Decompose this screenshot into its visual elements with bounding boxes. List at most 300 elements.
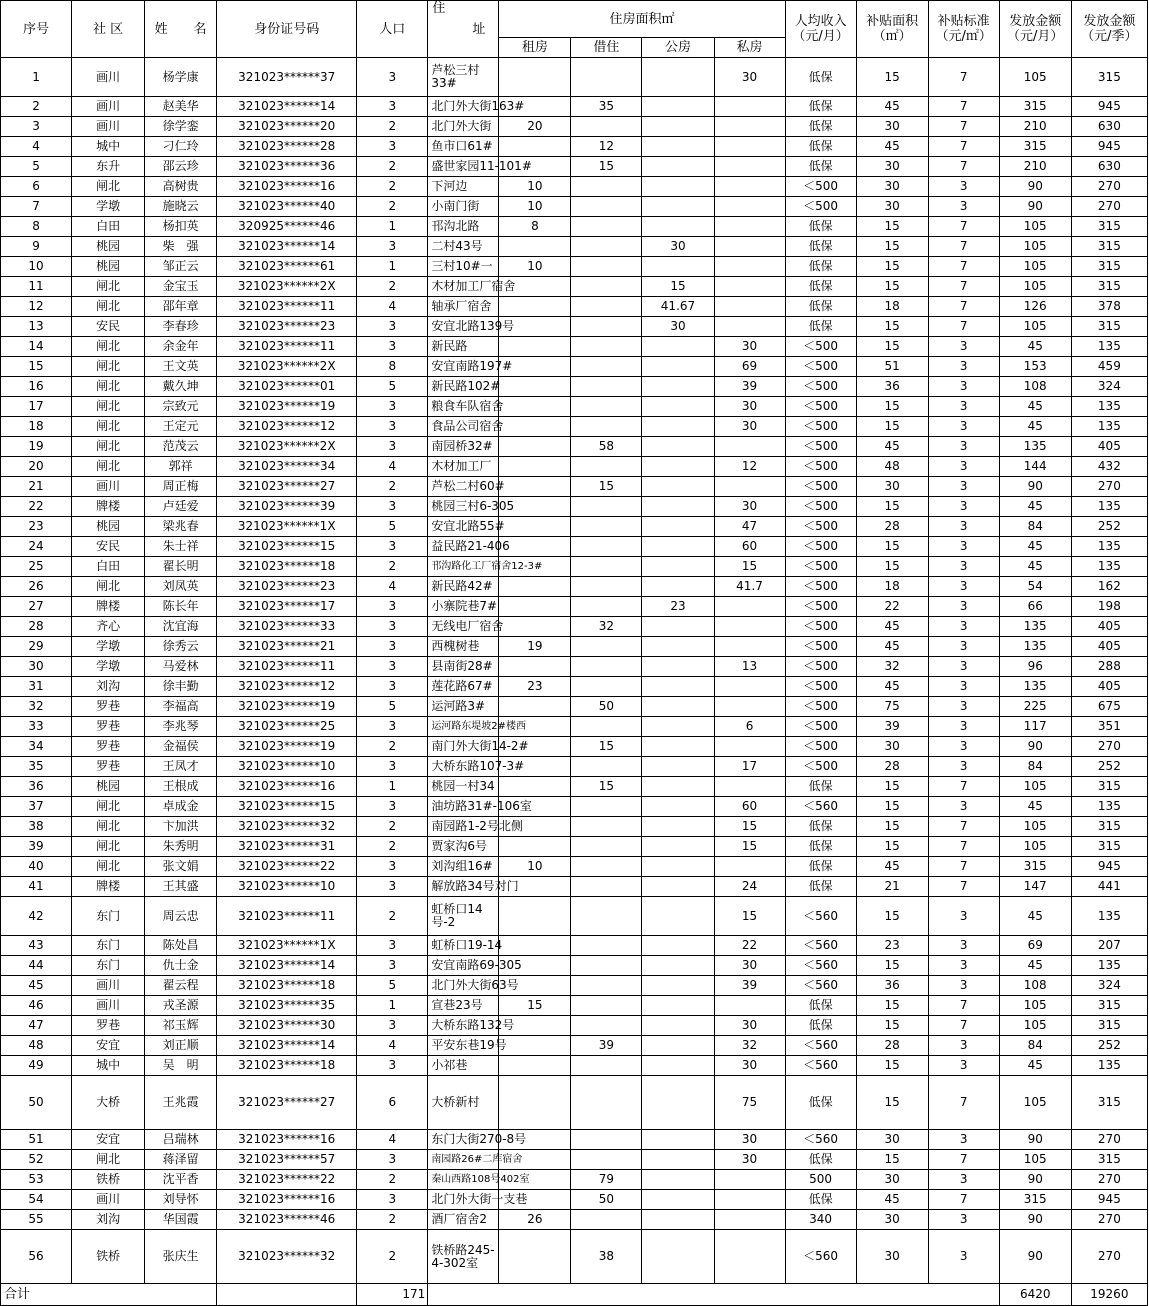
cell-income: 低保 bbox=[785, 1016, 856, 1036]
cell-population: 3 bbox=[357, 877, 428, 897]
cell-seq: 35 bbox=[1, 757, 72, 777]
cell-seq: 6 bbox=[1, 177, 72, 197]
table-row bbox=[1, 177, 1148, 197]
cell-borrow bbox=[571, 996, 642, 1016]
cell-community: 白田 bbox=[72, 217, 145, 237]
cell-amount-quarter: 378 bbox=[1071, 297, 1147, 317]
cell-seq: 51 bbox=[1, 1130, 72, 1150]
cell-address: 北门外大街一支巷 bbox=[428, 1190, 499, 1210]
cell-amount-month: 105 bbox=[999, 996, 1071, 1016]
cell-seq: 29 bbox=[1, 637, 72, 657]
cell-income: 低保 bbox=[785, 1150, 856, 1170]
cell-id-number: 321023******19 bbox=[217, 697, 357, 717]
cell-amount-month: 45 bbox=[999, 557, 1071, 577]
cell-amount-quarter: 405 bbox=[1071, 677, 1147, 697]
table-row bbox=[1, 996, 1148, 1016]
cell-amount-quarter: 315 bbox=[1071, 58, 1147, 97]
cell-amount-month: 54 bbox=[999, 577, 1071, 597]
cell-public-house bbox=[642, 337, 714, 357]
cell-name: 周云忠 bbox=[145, 897, 217, 936]
cell-amount-month: 105 bbox=[999, 257, 1071, 277]
cell-income: ＜560 bbox=[785, 897, 856, 936]
cell-public-house bbox=[642, 477, 714, 497]
cell-community: 闸北 bbox=[72, 377, 145, 397]
cell-income: ＜500 bbox=[785, 397, 856, 417]
cell-amount-month: 45 bbox=[999, 897, 1071, 936]
cell-subsidy-area: 45 bbox=[856, 617, 928, 637]
cell-amount-quarter: 135 bbox=[1071, 557, 1147, 577]
cell-income: ＜500 bbox=[785, 557, 856, 577]
cell-private-house: 69 bbox=[714, 357, 785, 377]
cell-amount-quarter: 630 bbox=[1071, 117, 1147, 137]
cell-population: 5 bbox=[357, 976, 428, 996]
cell-address: 运河路3# bbox=[428, 697, 499, 717]
cell-subsidy-area: 45 bbox=[856, 437, 928, 457]
cell-community: 白田 bbox=[72, 557, 145, 577]
cell-private-house bbox=[714, 437, 785, 457]
cell-subsidy-standard: 7 bbox=[928, 877, 999, 897]
cell-amount-month: 90 bbox=[999, 737, 1071, 757]
cell-seq: 47 bbox=[1, 1016, 72, 1036]
cell-subsidy-standard: 3 bbox=[928, 1210, 999, 1230]
cell-community: 安民 bbox=[72, 537, 145, 557]
cell-id-number: 321023******17 bbox=[217, 597, 357, 617]
cell-amount-month: 84 bbox=[999, 1036, 1071, 1056]
cell-private-house: 13 bbox=[714, 657, 785, 677]
cell-address: 新民路42# bbox=[428, 577, 499, 597]
cell-amount-quarter: 945 bbox=[1071, 1190, 1147, 1210]
cell-public-house bbox=[642, 996, 714, 1016]
cell-seq: 17 bbox=[1, 397, 72, 417]
cell-rent: 10 bbox=[499, 857, 571, 877]
cell-subsidy-area: 15 bbox=[856, 797, 928, 817]
cell-name: 周正梅 bbox=[145, 477, 217, 497]
cell-id-number: 321023******32 bbox=[217, 1230, 357, 1284]
cell-income: 低保 bbox=[785, 157, 856, 177]
cell-subsidy-area: 15 bbox=[856, 1150, 928, 1170]
cell-amount-quarter: 135 bbox=[1071, 497, 1147, 517]
cell-name: 蒋泽留 bbox=[145, 1150, 217, 1170]
cell-seq: 22 bbox=[1, 497, 72, 517]
cell-public-house bbox=[642, 117, 714, 137]
cell-private-house bbox=[714, 697, 785, 717]
cell-address: 食品公司宿舍 bbox=[428, 417, 499, 437]
cell-amount-month: 45 bbox=[999, 497, 1071, 517]
cell-income: ＜500 bbox=[785, 497, 856, 517]
cell-community: 学墩 bbox=[72, 657, 145, 677]
cell-address: 平安东巷19号 bbox=[428, 1036, 499, 1056]
cell-public-house bbox=[642, 377, 714, 397]
cell-seq: 26 bbox=[1, 577, 72, 597]
cell-amount-month: 117 bbox=[999, 717, 1071, 737]
cell-amount-month: 90 bbox=[999, 197, 1071, 217]
cell-amount-month: 108 bbox=[999, 976, 1071, 996]
cell-seq: 40 bbox=[1, 857, 72, 877]
cell-id-number: 321023******19 bbox=[217, 737, 357, 757]
cell-income: 低保 bbox=[785, 777, 856, 797]
cell-population: 3 bbox=[357, 537, 428, 557]
cell-seq: 46 bbox=[1, 996, 72, 1016]
cell-income: ＜560 bbox=[785, 936, 856, 956]
cell-subsidy-area: 15 bbox=[856, 897, 928, 936]
cell-amount-month: 105 bbox=[999, 1150, 1071, 1170]
cell-subsidy-standard: 3 bbox=[928, 417, 999, 437]
cell-name: 徐丰勤 bbox=[145, 677, 217, 697]
cell-id-number: 321023******20 bbox=[217, 117, 357, 137]
cell-population: 3 bbox=[357, 1190, 428, 1210]
cell-seq: 13 bbox=[1, 317, 72, 337]
cell-subsidy-standard: 7 bbox=[928, 117, 999, 137]
cell-subsidy-standard: 3 bbox=[928, 177, 999, 197]
cell-amount-month: 90 bbox=[999, 1170, 1071, 1190]
cell-amount-quarter: 135 bbox=[1071, 956, 1147, 976]
table-row bbox=[1, 737, 1148, 757]
cell-income: ＜500 bbox=[785, 577, 856, 597]
cell-private-house: 32 bbox=[714, 1036, 785, 1056]
cell-rent bbox=[499, 697, 571, 717]
cell-subsidy-area: 15 bbox=[856, 497, 928, 517]
cell-population: 3 bbox=[357, 797, 428, 817]
cell-seq: 1 bbox=[1, 58, 72, 97]
table-row bbox=[1, 817, 1148, 837]
cell-private-house: 47 bbox=[714, 517, 785, 537]
cell-id-number: 321023******57 bbox=[217, 1150, 357, 1170]
cell-rent bbox=[499, 377, 571, 397]
cell-subsidy-standard: 3 bbox=[928, 497, 999, 517]
cell-community: 桃园 bbox=[72, 237, 145, 257]
cell-population: 3 bbox=[357, 237, 428, 257]
cell-public-house bbox=[642, 58, 714, 97]
cell-subsidy-standard: 7 bbox=[928, 1150, 999, 1170]
cell-community: 闸北 bbox=[72, 1150, 145, 1170]
cell-seq: 16 bbox=[1, 377, 72, 397]
cell-address: 木材加工厂宿舍 bbox=[428, 277, 499, 297]
cell-community: 齐心 bbox=[72, 617, 145, 637]
cell-population: 2 bbox=[357, 157, 428, 177]
table-row bbox=[1, 577, 1148, 597]
cell-income: ＜500 bbox=[785, 677, 856, 697]
cell-subsidy-area: 36 bbox=[856, 377, 928, 397]
cell-subsidy-standard: 7 bbox=[928, 97, 999, 117]
header-borrow: 借住 bbox=[571, 38, 642, 58]
cell-amount-month: 45 bbox=[999, 956, 1071, 976]
cell-subsidy-area: 45 bbox=[856, 677, 928, 697]
cell-private-house bbox=[714, 857, 785, 877]
cell-population: 3 bbox=[357, 857, 428, 877]
cell-address: 刘沟组16# bbox=[428, 857, 499, 877]
cell-subsidy-area: 30 bbox=[856, 1130, 928, 1150]
cell-seq: 43 bbox=[1, 936, 72, 956]
cell-borrow bbox=[571, 956, 642, 976]
cell-seq: 9 bbox=[1, 237, 72, 257]
table-row bbox=[1, 137, 1148, 157]
cell-public-house bbox=[642, 697, 714, 717]
cell-community: 闸北 bbox=[72, 817, 145, 837]
cell-population: 4 bbox=[357, 1036, 428, 1056]
cell-id-number: 321023******18 bbox=[217, 976, 357, 996]
cell-private-house: 75 bbox=[714, 1076, 785, 1130]
cell-address: 盛世家园11-101# bbox=[428, 157, 499, 177]
cell-population: 6 bbox=[357, 1076, 428, 1130]
cell-rent bbox=[499, 477, 571, 497]
cell-seq: 24 bbox=[1, 537, 72, 557]
table-row bbox=[1, 237, 1148, 257]
cell-name: 刘正顺 bbox=[145, 1036, 217, 1056]
cell-private-house bbox=[714, 477, 785, 497]
cell-id-number: 321023******34 bbox=[217, 457, 357, 477]
cell-name: 赵美华 bbox=[145, 97, 217, 117]
cell-name: 高树贵 bbox=[145, 177, 217, 197]
cell-amount-month: 105 bbox=[999, 817, 1071, 837]
cell-population: 2 bbox=[357, 837, 428, 857]
cell-public-house bbox=[642, 497, 714, 517]
cell-community: 安民 bbox=[72, 317, 145, 337]
cell-public-house bbox=[642, 257, 714, 277]
cell-borrow: 50 bbox=[571, 697, 642, 717]
table-row bbox=[1, 297, 1148, 317]
cell-private-house bbox=[714, 137, 785, 157]
cell-public-house bbox=[642, 137, 714, 157]
cell-address: 秦山西路108号402室 bbox=[428, 1170, 499, 1190]
cell-subsidy-standard: 3 bbox=[928, 657, 999, 677]
totals-cell bbox=[145, 1284, 217, 1306]
cell-income: 低保 bbox=[785, 1190, 856, 1210]
cell-seq: 5 bbox=[1, 157, 72, 177]
cell-borrow bbox=[571, 757, 642, 777]
cell-income: 低保 bbox=[785, 117, 856, 137]
cell-private-house bbox=[714, 637, 785, 657]
cell-amount-month: 105 bbox=[999, 777, 1071, 797]
cell-address: 东门大街270-8号 bbox=[428, 1130, 499, 1150]
cell-borrow bbox=[571, 877, 642, 897]
table-row bbox=[1, 717, 1148, 737]
cell-income: 低保 bbox=[785, 996, 856, 1016]
cell-public-house bbox=[642, 777, 714, 797]
cell-private-house: 41.7 bbox=[714, 577, 785, 597]
cell-id-number: 321023******27 bbox=[217, 477, 357, 497]
cell-id-number: 321023******15 bbox=[217, 797, 357, 817]
cell-subsidy-standard: 3 bbox=[928, 637, 999, 657]
cell-amount-quarter: 270 bbox=[1071, 737, 1147, 757]
cell-subsidy-area: 30 bbox=[856, 737, 928, 757]
cell-amount-quarter: 270 bbox=[1071, 477, 1147, 497]
cell-borrow bbox=[571, 237, 642, 257]
cell-id-number: 321023******01 bbox=[217, 377, 357, 397]
cell-population: 3 bbox=[357, 936, 428, 956]
cell-id-number: 321023******16 bbox=[217, 177, 357, 197]
cell-amount-month: 96 bbox=[999, 657, 1071, 677]
cell-private-house: 15 bbox=[714, 897, 785, 936]
table-row bbox=[1, 277, 1148, 297]
cell-subsidy-area: 21 bbox=[856, 877, 928, 897]
cell-community: 闸北 bbox=[72, 457, 145, 477]
cell-population: 4 bbox=[357, 577, 428, 597]
cell-community: 画川 bbox=[72, 976, 145, 996]
cell-public-house bbox=[642, 737, 714, 757]
cell-name: 张文娟 bbox=[145, 857, 217, 877]
cell-amount-quarter: 351 bbox=[1071, 717, 1147, 737]
cell-public-house bbox=[642, 577, 714, 597]
cell-population: 2 bbox=[357, 277, 428, 297]
cell-subsidy-standard: 3 bbox=[928, 677, 999, 697]
cell-subsidy-standard: 3 bbox=[928, 936, 999, 956]
cell-public-house: 30 bbox=[642, 317, 714, 337]
cell-seq: 38 bbox=[1, 817, 72, 837]
cell-subsidy-area: 15 bbox=[856, 817, 928, 837]
cell-borrow bbox=[571, 397, 642, 417]
cell-seq: 34 bbox=[1, 737, 72, 757]
cell-community: 闸北 bbox=[72, 797, 145, 817]
cell-subsidy-standard: 7 bbox=[928, 1190, 999, 1210]
cell-subsidy-area: 30 bbox=[856, 117, 928, 137]
cell-borrow bbox=[571, 817, 642, 837]
cell-subsidy-area: 75 bbox=[856, 697, 928, 717]
cell-public-house bbox=[642, 397, 714, 417]
cell-borrow: 15 bbox=[571, 737, 642, 757]
cell-amount-quarter: 270 bbox=[1071, 1210, 1147, 1230]
cell-private-house bbox=[714, 777, 785, 797]
table-row bbox=[1, 1056, 1148, 1076]
cell-population: 3 bbox=[357, 757, 428, 777]
cell-borrow bbox=[571, 377, 642, 397]
table-row bbox=[1, 1230, 1148, 1284]
cell-amount-month: 108 bbox=[999, 377, 1071, 397]
cell-private-house: 60 bbox=[714, 797, 785, 817]
cell-borrow bbox=[571, 357, 642, 377]
cell-borrow bbox=[571, 597, 642, 617]
cell-community: 闸北 bbox=[72, 437, 145, 457]
table-row bbox=[1, 757, 1148, 777]
table-row bbox=[1, 956, 1148, 976]
cell-public-house bbox=[642, 97, 714, 117]
cell-borrow bbox=[571, 117, 642, 137]
cell-population: 1 bbox=[357, 217, 428, 237]
cell-population: 3 bbox=[357, 97, 428, 117]
cell-amount-month: 90 bbox=[999, 1130, 1071, 1150]
cell-amount-quarter: 270 bbox=[1071, 1170, 1147, 1190]
cell-private-house bbox=[714, 1210, 785, 1230]
cell-income: ＜560 bbox=[785, 1130, 856, 1150]
cell-rent bbox=[499, 577, 571, 597]
cell-community: 罗巷 bbox=[72, 717, 145, 737]
cell-rent bbox=[499, 1076, 571, 1130]
cell-rent: 8 bbox=[499, 217, 571, 237]
cell-subsidy-area: 45 bbox=[856, 637, 928, 657]
cell-borrow bbox=[571, 337, 642, 357]
cell-amount-month: 84 bbox=[999, 517, 1071, 537]
cell-community: 安宜 bbox=[72, 1036, 145, 1056]
cell-private-house: 30 bbox=[714, 497, 785, 517]
cell-name: 徐学銮 bbox=[145, 117, 217, 137]
cell-borrow bbox=[571, 857, 642, 877]
cell-amount-quarter: 441 bbox=[1071, 877, 1147, 897]
cell-population: 8 bbox=[357, 357, 428, 377]
cell-id-number: 321023******39 bbox=[217, 497, 357, 517]
cell-address: 虹桥口19-14 bbox=[428, 936, 499, 956]
cell-rent: 15 bbox=[499, 996, 571, 1016]
cell-community: 画川 bbox=[72, 117, 145, 137]
cell-private-house bbox=[714, 677, 785, 697]
cell-address: 小祁巷 bbox=[428, 1056, 499, 1076]
cell-amount-quarter: 315 bbox=[1071, 237, 1147, 257]
cell-population: 2 bbox=[357, 177, 428, 197]
cell-name: 李兆琴 bbox=[145, 717, 217, 737]
cell-amount-quarter: 315 bbox=[1071, 817, 1147, 837]
cell-population: 3 bbox=[357, 1150, 428, 1170]
cell-name: 仇士金 bbox=[145, 956, 217, 976]
cell-borrow bbox=[571, 1130, 642, 1150]
cell-private-house: 30 bbox=[714, 417, 785, 437]
cell-amount-month: 153 bbox=[999, 357, 1071, 377]
cell-seq: 36 bbox=[1, 777, 72, 797]
cell-amount-quarter: 135 bbox=[1071, 397, 1147, 417]
table-row bbox=[1, 1130, 1148, 1150]
cell-subsidy-standard: 3 bbox=[928, 357, 999, 377]
cell-community: 罗巷 bbox=[72, 1016, 145, 1036]
cell-borrow bbox=[571, 797, 642, 817]
cell-borrow: 15 bbox=[571, 157, 642, 177]
cell-amount-month: 45 bbox=[999, 337, 1071, 357]
cell-community: 城中 bbox=[72, 1056, 145, 1076]
cell-seq: 20 bbox=[1, 457, 72, 477]
cell-amount-quarter: 270 bbox=[1071, 197, 1147, 217]
cell-address: 下河边 bbox=[428, 177, 499, 197]
cell-public-house bbox=[642, 757, 714, 777]
cell-income: ＜560 bbox=[785, 956, 856, 976]
cell-seq: 7 bbox=[1, 197, 72, 217]
cell-address: 新民路 bbox=[428, 337, 499, 357]
cell-borrow: 32 bbox=[571, 617, 642, 637]
cell-address: 南园路1-2号北侧 bbox=[428, 817, 499, 837]
cell-rent: 23 bbox=[499, 677, 571, 697]
cell-subsidy-area: 15 bbox=[856, 337, 928, 357]
totals-label: 合计 bbox=[1, 1284, 72, 1306]
table-row bbox=[1, 397, 1148, 417]
cell-subsidy-standard: 3 bbox=[928, 1056, 999, 1076]
cell-name: 王定元 bbox=[145, 417, 217, 437]
cell-name: 吕瑞林 bbox=[145, 1130, 217, 1150]
table-row bbox=[1, 257, 1148, 277]
cell-subsidy-area: 15 bbox=[856, 777, 928, 797]
cell-amount-month: 315 bbox=[999, 137, 1071, 157]
cell-population: 2 bbox=[357, 817, 428, 837]
cell-subsidy-area: 30 bbox=[856, 1210, 928, 1230]
cell-income: ＜500 bbox=[785, 697, 856, 717]
cell-income: 低保 bbox=[785, 317, 856, 337]
cell-income: 低保 bbox=[785, 297, 856, 317]
cell-income: ＜500 bbox=[785, 657, 856, 677]
cell-amount-month: 105 bbox=[999, 837, 1071, 857]
cell-income: 340 bbox=[785, 1210, 856, 1230]
cell-borrow bbox=[571, 417, 642, 437]
table-row bbox=[1, 217, 1148, 237]
cell-subsidy-area: 22 bbox=[856, 597, 928, 617]
cell-subsidy-area: 30 bbox=[856, 477, 928, 497]
cell-subsidy-area: 36 bbox=[856, 976, 928, 996]
cell-amount-quarter: 324 bbox=[1071, 377, 1147, 397]
cell-income: 低保 bbox=[785, 817, 856, 837]
cell-subsidy-area: 15 bbox=[856, 58, 928, 97]
cell-private-house: 30 bbox=[714, 58, 785, 97]
table-row bbox=[1, 1036, 1148, 1056]
cell-income: ＜500 bbox=[785, 757, 856, 777]
cell-subsidy-area: 45 bbox=[856, 97, 928, 117]
cell-name: 卓成金 bbox=[145, 797, 217, 817]
cell-population: 3 bbox=[357, 437, 428, 457]
cell-subsidy-standard: 7 bbox=[928, 257, 999, 277]
cell-private-house bbox=[714, 317, 785, 337]
cell-id-number: 321023******16 bbox=[217, 1130, 357, 1150]
